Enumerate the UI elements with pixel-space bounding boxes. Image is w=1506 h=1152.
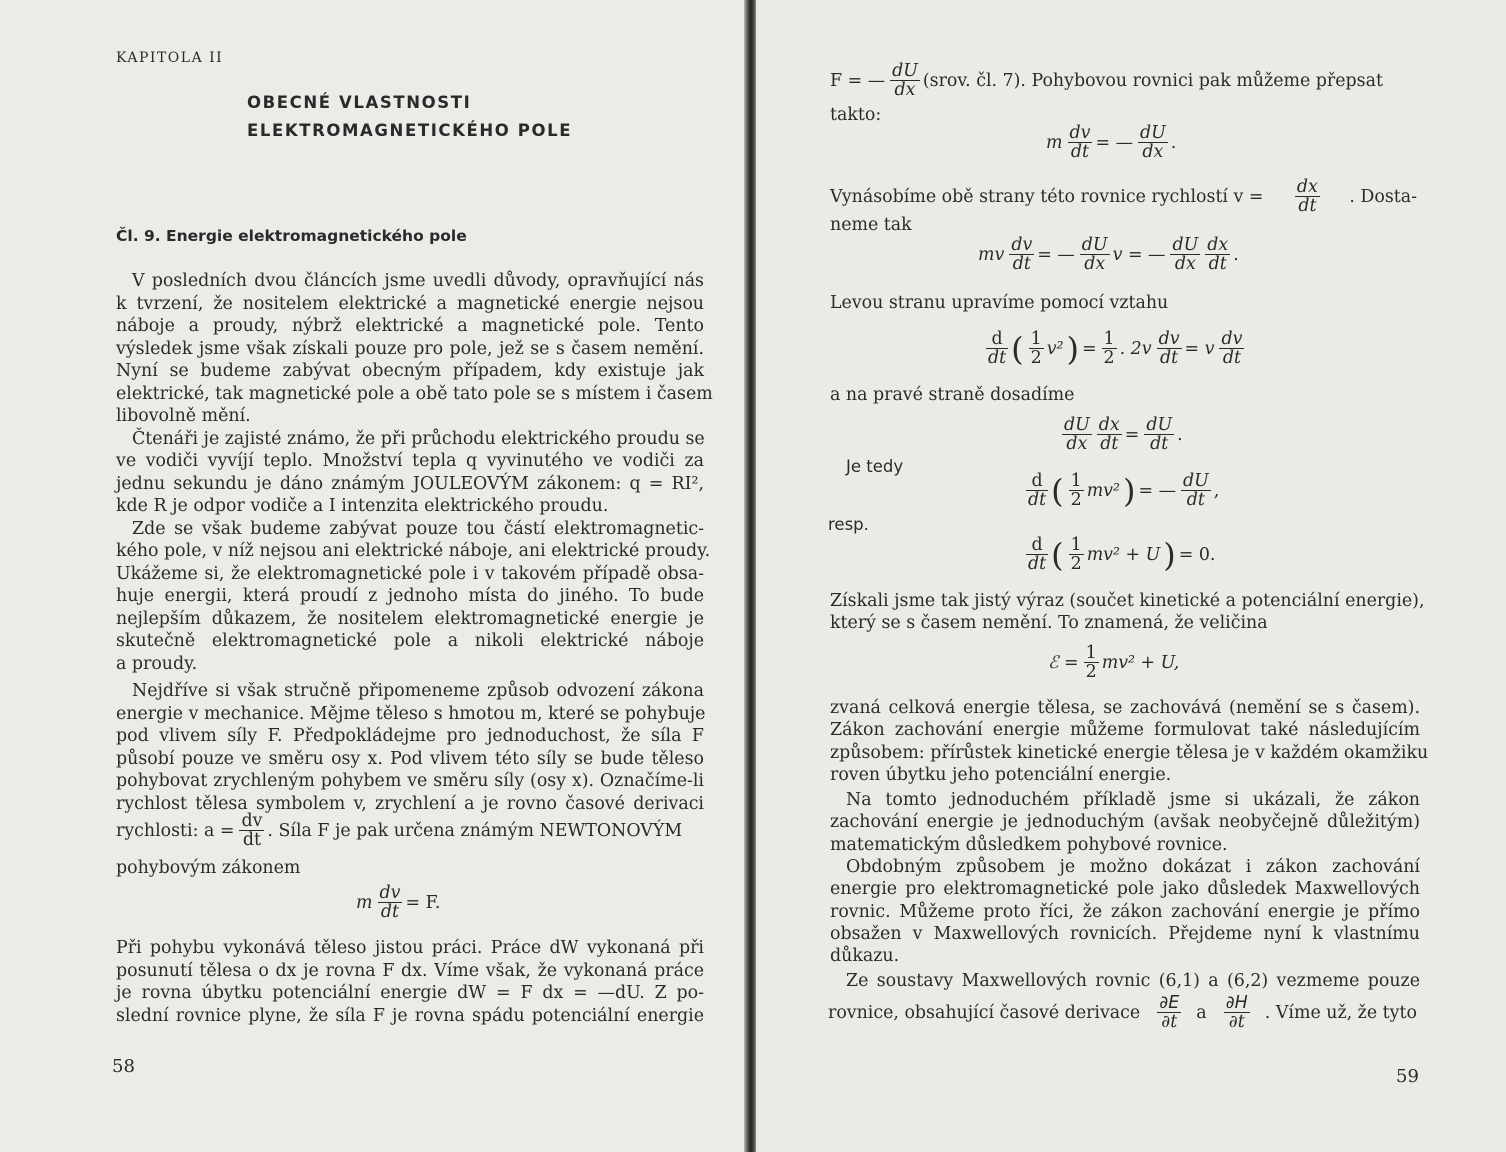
right-last-line: rovnice, obsahující časové derivace $\frac{\partial E}{\partial t}$ a $\frac{\partial H}{\partial t}$ . Víme už, že tyto xyxy=(828,993,1417,1032)
text-line: Získali jsme tak jistý výraz (součet kinetické a potenciální energie), xyxy=(830,591,1425,611)
text-line: náboje a proudy, nýbrž elektrické a magnetické pole. Tento xyxy=(116,316,704,336)
text-line: takto: xyxy=(830,105,882,125)
text-line: resp. xyxy=(828,515,869,534)
text-line: rovnic. Můžeme proto říci, že zákon zachování energie je přímo xyxy=(830,902,1420,922)
equation-2: mv $\frac{dv}{dt}$ = — $\frac{dU}{dx}$ v = — $\frac{dU}{dx}$ $\frac{dx}{dt}$ . xyxy=(978,235,1239,274)
right-page xyxy=(756,0,1506,1152)
text-line: elektrické, tak magnetické pole a obě tato pole se s místem i časem xyxy=(116,384,713,404)
text-line: energie v mechanice. Mějme těleso s hmotou m, které se pohybuje xyxy=(116,704,706,724)
text-line: Zákon zachování energie můžeme formulovat také následujícím xyxy=(830,720,1420,740)
text-line: kde R je odpor vodiče a I intenzita elektrického proudu. xyxy=(116,496,609,516)
text-line: pohybovat zrychleným pohybem ve směru síly (osy x). Označíme-li xyxy=(116,771,704,791)
running-head: KAPITOLA II xyxy=(116,50,224,66)
fraction: $\frac{dv}{dt}$ xyxy=(241,811,263,850)
text-line: k tvrzení, že nositelem elektrické a magnetické energie nejsou xyxy=(116,294,704,314)
text-line: V posledních dvou článcích jsme uvedli důvody, opravňující nás xyxy=(132,271,704,291)
equation-7: ℰ = $\frac{1}{2}$ mv² + U, xyxy=(1048,643,1180,682)
text-line: rychlost tělesa symbolem v, zrychlení a je rovno časové derivaci xyxy=(116,794,704,814)
text-line: neme tak xyxy=(830,215,912,235)
text-line: Ze soustavy Maxwellových rovnic (6,1) a (6,2) vezmeme pouze xyxy=(846,971,1420,991)
text-line: je rovna úbytku potenciální energie dW = F dx = —dU. Z po- xyxy=(116,983,704,1003)
text-line: Je tedy xyxy=(846,457,904,476)
text-line: pohybovým zákonem xyxy=(116,858,301,878)
text-line: kého pole, v níž nejsou ani elektrické náboje, ani elektrické proudy. xyxy=(116,541,711,561)
text-line: roven úbytku jeho potenciální energie. xyxy=(830,765,1172,785)
text-line: jednu sekundu je dáno známým JOULEOVÝM zákonem: q = RI², xyxy=(116,474,704,494)
text-line: Při pohybu vykonává těleso jistou práci. Práce dW vykonaná při xyxy=(116,938,704,958)
text-line: Nyní se budeme zabývat obecným případem, kdy existuje jak xyxy=(116,361,704,381)
right-line-3: Vynásobíme obě strany této rovnice rychlostí v = $\frac{dx}{dt}$ . Dosta- xyxy=(830,177,1417,216)
text-line: zachování energie je jednoduchým (avšak neobyčejně důležitým) xyxy=(830,812,1420,832)
text-line: působí pouze ve směru osy x. Pod vlivem této síly se bude těleso xyxy=(116,749,704,769)
text-line: libovolně mění. xyxy=(116,406,251,426)
right-line-1: F = — $\frac{dU}{dx}$ (srov. čl. 7). Pohybovou rovnici pak můžeme přepsat xyxy=(830,61,1383,100)
text-line: huje energii, která proudí z jednoho místa do jiného. To bude xyxy=(116,586,704,606)
left-page xyxy=(0,0,746,1152)
text-line: ve vodiči vyvíjí teplo. Množství tepla q vyvinutého ve vodiči za xyxy=(116,451,704,471)
text-line: Ukážeme si, že elektromagnetické pole i v takovém případě obsa- xyxy=(116,564,704,584)
text-line: Nejdříve si však stručně připomeneme způsob odvození zákona xyxy=(132,681,704,701)
equation-newton: m $\frac{dv}{dt}$ = F. xyxy=(356,883,441,922)
text-line: Obdobným způsobem je možno dokázat i zákon zachování xyxy=(846,857,1420,877)
text-line: matematickým důsledkem pohybové rovnice. xyxy=(830,835,1228,855)
page-number: 59 xyxy=(1396,1066,1419,1087)
section-heading: Čl. 9. Energie elektromagnetického pole xyxy=(116,227,467,245)
rychlosti-line: rychlosti: a = $\frac{dv}{dt}$ . Síla F je pak určena známým NEWTONOVÝM xyxy=(116,811,683,850)
text-line: posunutí tělesa o dx je rovna F dx. Víme však, že vykonaná práce xyxy=(116,961,704,981)
text-line: energie pro elektromagnetické pole jako důsledek Maxwellových xyxy=(830,879,1420,899)
equation-3: $\frac{d}{dt}$ ( $\frac{1}{2}$ v² ) = $\frac{1}{2}$ . 2v $\frac{dv}{dt}$ = v $\frac{dv}{dt}$ xyxy=(988,329,1243,368)
text-line: Levou stranu upravíme pomocí vztahu xyxy=(830,293,1169,313)
text-line: obsažen v Maxwellových rovnicích. Přejdeme nyní k vlastnímu xyxy=(830,924,1420,944)
equation-4: $\frac{dU}{dx}$ $\frac{dx}{dt}$ = $\frac{dU}{dt}$ . xyxy=(1064,415,1183,454)
page-number: 58 xyxy=(112,1056,135,1077)
text-line: způsobem: přírůstek kinetické energie tělesa je v každém okamžiku xyxy=(830,743,1429,763)
chapter-title-line-1: OBECNÉ VLASTNOSTI xyxy=(247,93,472,112)
text-line: důkazu. xyxy=(830,946,900,966)
text-line: pod vlivem síly F. Předpokládejme pro jednoduchost, že síla F xyxy=(116,726,704,746)
text-line: který se s časem nemění. To znamená, že veličina xyxy=(830,613,1268,633)
text-line: zvaná celková energie tělesa, se zachovává (nemění se s časem). xyxy=(830,698,1420,718)
text-line: Zde se však budeme zabývat pouze tou částí elektromagnetic- xyxy=(132,519,704,539)
equation-6: $\frac{d}{dt}$ ( $\frac{1}{2}$ mv² + U ) = 0. xyxy=(1028,535,1216,574)
text-line: nejlepším důkazem, že nositelem elektromagnetické energie je xyxy=(116,609,704,629)
text-line: výsledek jsme však získali pouze pro pole, jež se s časem nemění. xyxy=(116,339,704,359)
equation-5: $\frac{d}{dt}$ ( $\frac{1}{2}$ mv² ) = — $\frac{dU}{dt}$ , xyxy=(1028,471,1220,510)
text-line: Na tomto jednoduchém příkladě jsme si ukázali, že zákon xyxy=(846,790,1420,810)
chapter-title-line-2: ELEKTROMAGNETICKÉHO POLE xyxy=(247,121,573,140)
text-line: a proudy. xyxy=(116,654,198,674)
text-line: skutečně elektromagnetické pole a nikoli elektrické náboje xyxy=(116,631,704,651)
text-line: Čtenáři je zajisté známo, že při průchodu elektrického proudu se xyxy=(132,429,705,449)
text-line: a na pravé straně dosadíme xyxy=(830,385,1075,405)
equation-1: m $\frac{dv}{dt}$ = — $\frac{dU}{dx}$ . xyxy=(1046,123,1177,162)
text-line: slední rovnice plyne, že síla F je rovna spádu potenciální energie xyxy=(116,1006,704,1026)
